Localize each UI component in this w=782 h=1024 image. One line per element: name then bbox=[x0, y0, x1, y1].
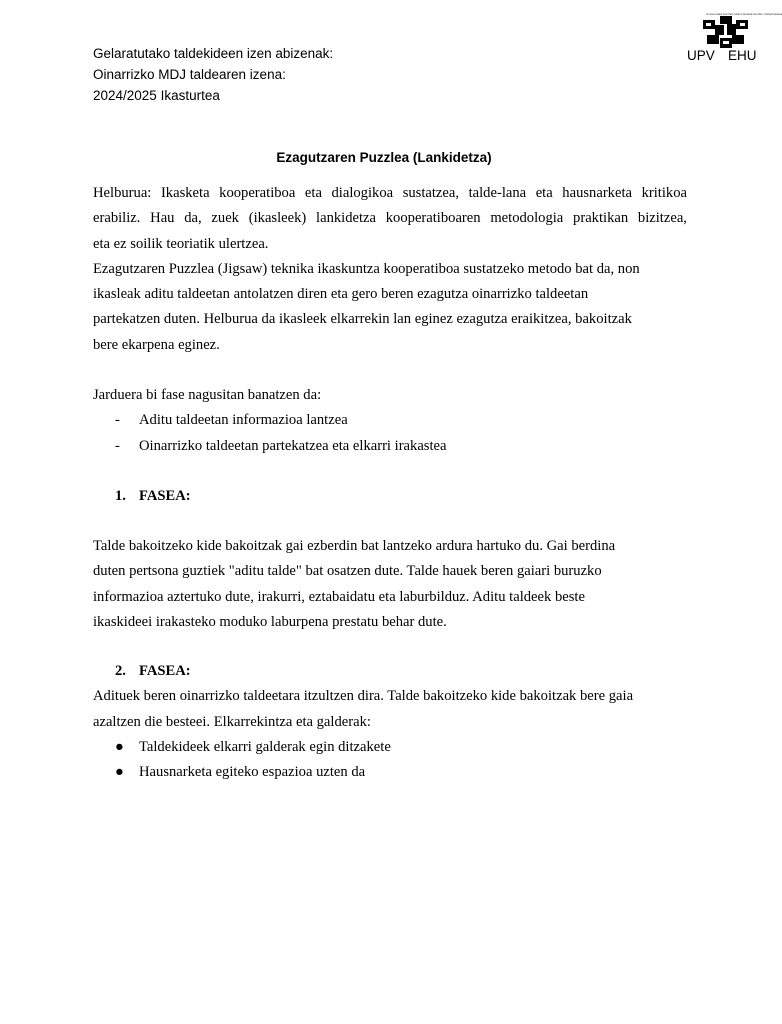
word: da, bbox=[184, 210, 202, 227]
word: Helburua: bbox=[93, 185, 152, 201]
word: lankidetza bbox=[316, 210, 376, 227]
word: hausnarketa bbox=[562, 185, 632, 201]
phase-2-section bbox=[93, 659, 693, 785]
word: Ikasketa bbox=[160, 185, 210, 201]
phases-intro-lead: Jarduera bi fase nagusitan banatzen da: bbox=[93, 387, 322, 403]
word: zuek bbox=[211, 210, 239, 227]
intro-line-4: Ezagutzaren Puzzlea (Jigsaw) teknika ikaskuntza kooperatiboa sustatzeko metodo bat da, non bbox=[93, 260, 640, 277]
dash-marker: - bbox=[115, 437, 120, 454]
word: kooperatiboaren bbox=[385, 210, 481, 227]
phase-2-title: FASEA: bbox=[139, 663, 191, 679]
word: sustatzea, bbox=[402, 185, 460, 201]
document-title: Ezagutzaren Puzzlea (Lankidetza) bbox=[276, 150, 492, 165]
phase-2-heading-row bbox=[93, 659, 693, 684]
word: praktikan bbox=[573, 210, 629, 227]
phase-1-line-4: ikaskideei irakasteko moduko laburpena prestatu behar dute. bbox=[93, 613, 447, 630]
intro-paragraph bbox=[93, 181, 693, 358]
phase-1-body bbox=[93, 534, 693, 635]
list-item bbox=[93, 760, 693, 785]
intro-line-5: ikasleak aditu taldeetan antolatzen diren eta gero beren ezagutza oinarrizko taldeetan bbox=[93, 286, 589, 303]
upv-ehu-logo bbox=[686, 12, 782, 67]
document-header bbox=[93, 43, 333, 106]
intro-line-3: eta ez soilik teoriatik ulertzea. bbox=[93, 235, 269, 252]
phase-1-line-1: Talde bakoitzeko kide bakoitzak gai ezberdin bat lantzeko ardura hartuko du. Gai berdina bbox=[93, 538, 616, 554]
list-item bbox=[93, 735, 693, 760]
word: eta bbox=[304, 185, 322, 201]
intro-line-1 bbox=[93, 181, 687, 206]
word: eta bbox=[535, 185, 553, 201]
phase-1-heading bbox=[93, 484, 693, 509]
phase-1-title: FASEA: bbox=[139, 488, 191, 504]
university-emblem-icon bbox=[703, 16, 749, 48]
phase-2-number: 2. bbox=[115, 663, 126, 679]
list-item-text: Taldekideek elkarri galderak egin ditzakete bbox=[139, 738, 391, 755]
bullet-marker: ● bbox=[115, 738, 124, 755]
word: erabiliz. bbox=[93, 210, 141, 227]
word: kritikoa bbox=[641, 185, 687, 201]
word: dialogikoa bbox=[331, 185, 394, 201]
list-item bbox=[93, 408, 693, 433]
word: talde-lana bbox=[468, 185, 527, 201]
intro-line-2 bbox=[93, 206, 687, 231]
word: (ikasleek) bbox=[248, 210, 307, 227]
phases-intro bbox=[93, 383, 693, 459]
list-item-text: Aditu taldeetan informazioa lantzea bbox=[139, 412, 348, 429]
logo-ehu-text: EHU bbox=[728, 48, 757, 63]
phase-1-heading-row bbox=[93, 484, 693, 509]
header-line-group: Oinarrizko MDJ taldearen izena: bbox=[93, 67, 286, 82]
phase-1-line-2: duten pertsona guztiek "aditu talde" bat osatzen dute. Talde hauek beren gaiari buruzko bbox=[93, 563, 602, 580]
word: bizitzea, bbox=[637, 210, 687, 227]
intro-line-7: bere ekarpena eginez. bbox=[93, 336, 220, 353]
phase-1-line-3: informazioa aztertuko dute, irakurri, eztabaidatu eta laburbilduz. Aditu taldeek beste bbox=[93, 588, 585, 605]
bullet-marker: ● bbox=[115, 764, 124, 781]
list-item-text: Hausnarketa egiteko espazioa uzten da bbox=[139, 764, 366, 781]
word: Hau bbox=[150, 210, 175, 227]
logo-upv-text: UPV bbox=[687, 48, 715, 63]
intro-line-6: partekatzen duten. Helburua da ikasleek elkarrekin lan eginez ezagutza eraikitzea, bakoitzak bbox=[93, 311, 632, 328]
phase-1-number: 1. bbox=[115, 488, 126, 504]
dash-marker: - bbox=[115, 412, 120, 429]
logo-tagline: Universidad del País Vasco Euskal Herriko Unibertsitatea bbox=[706, 12, 782, 16]
list-item-text: Oinarrizko taldeetan partekatzea eta elkarri irakastea bbox=[139, 437, 447, 454]
phase-2-line-1: Adituek beren oinarrizko taldeetara itzultzen dira. Talde bakoitzeko kide bakoitzak bere gaia bbox=[93, 688, 634, 705]
header-line-year: 2024/2025 Ikasturtea bbox=[93, 88, 220, 103]
header-line-names: Gelaratutako taldekideen izen abizenak: bbox=[93, 46, 334, 61]
word: metodologia bbox=[490, 210, 564, 227]
list-item bbox=[93, 434, 693, 459]
phase-2-line-2: azaltzen die besteei. Elkarrekintza eta galderak: bbox=[93, 713, 371, 730]
word: kooperatiboa bbox=[219, 185, 296, 201]
